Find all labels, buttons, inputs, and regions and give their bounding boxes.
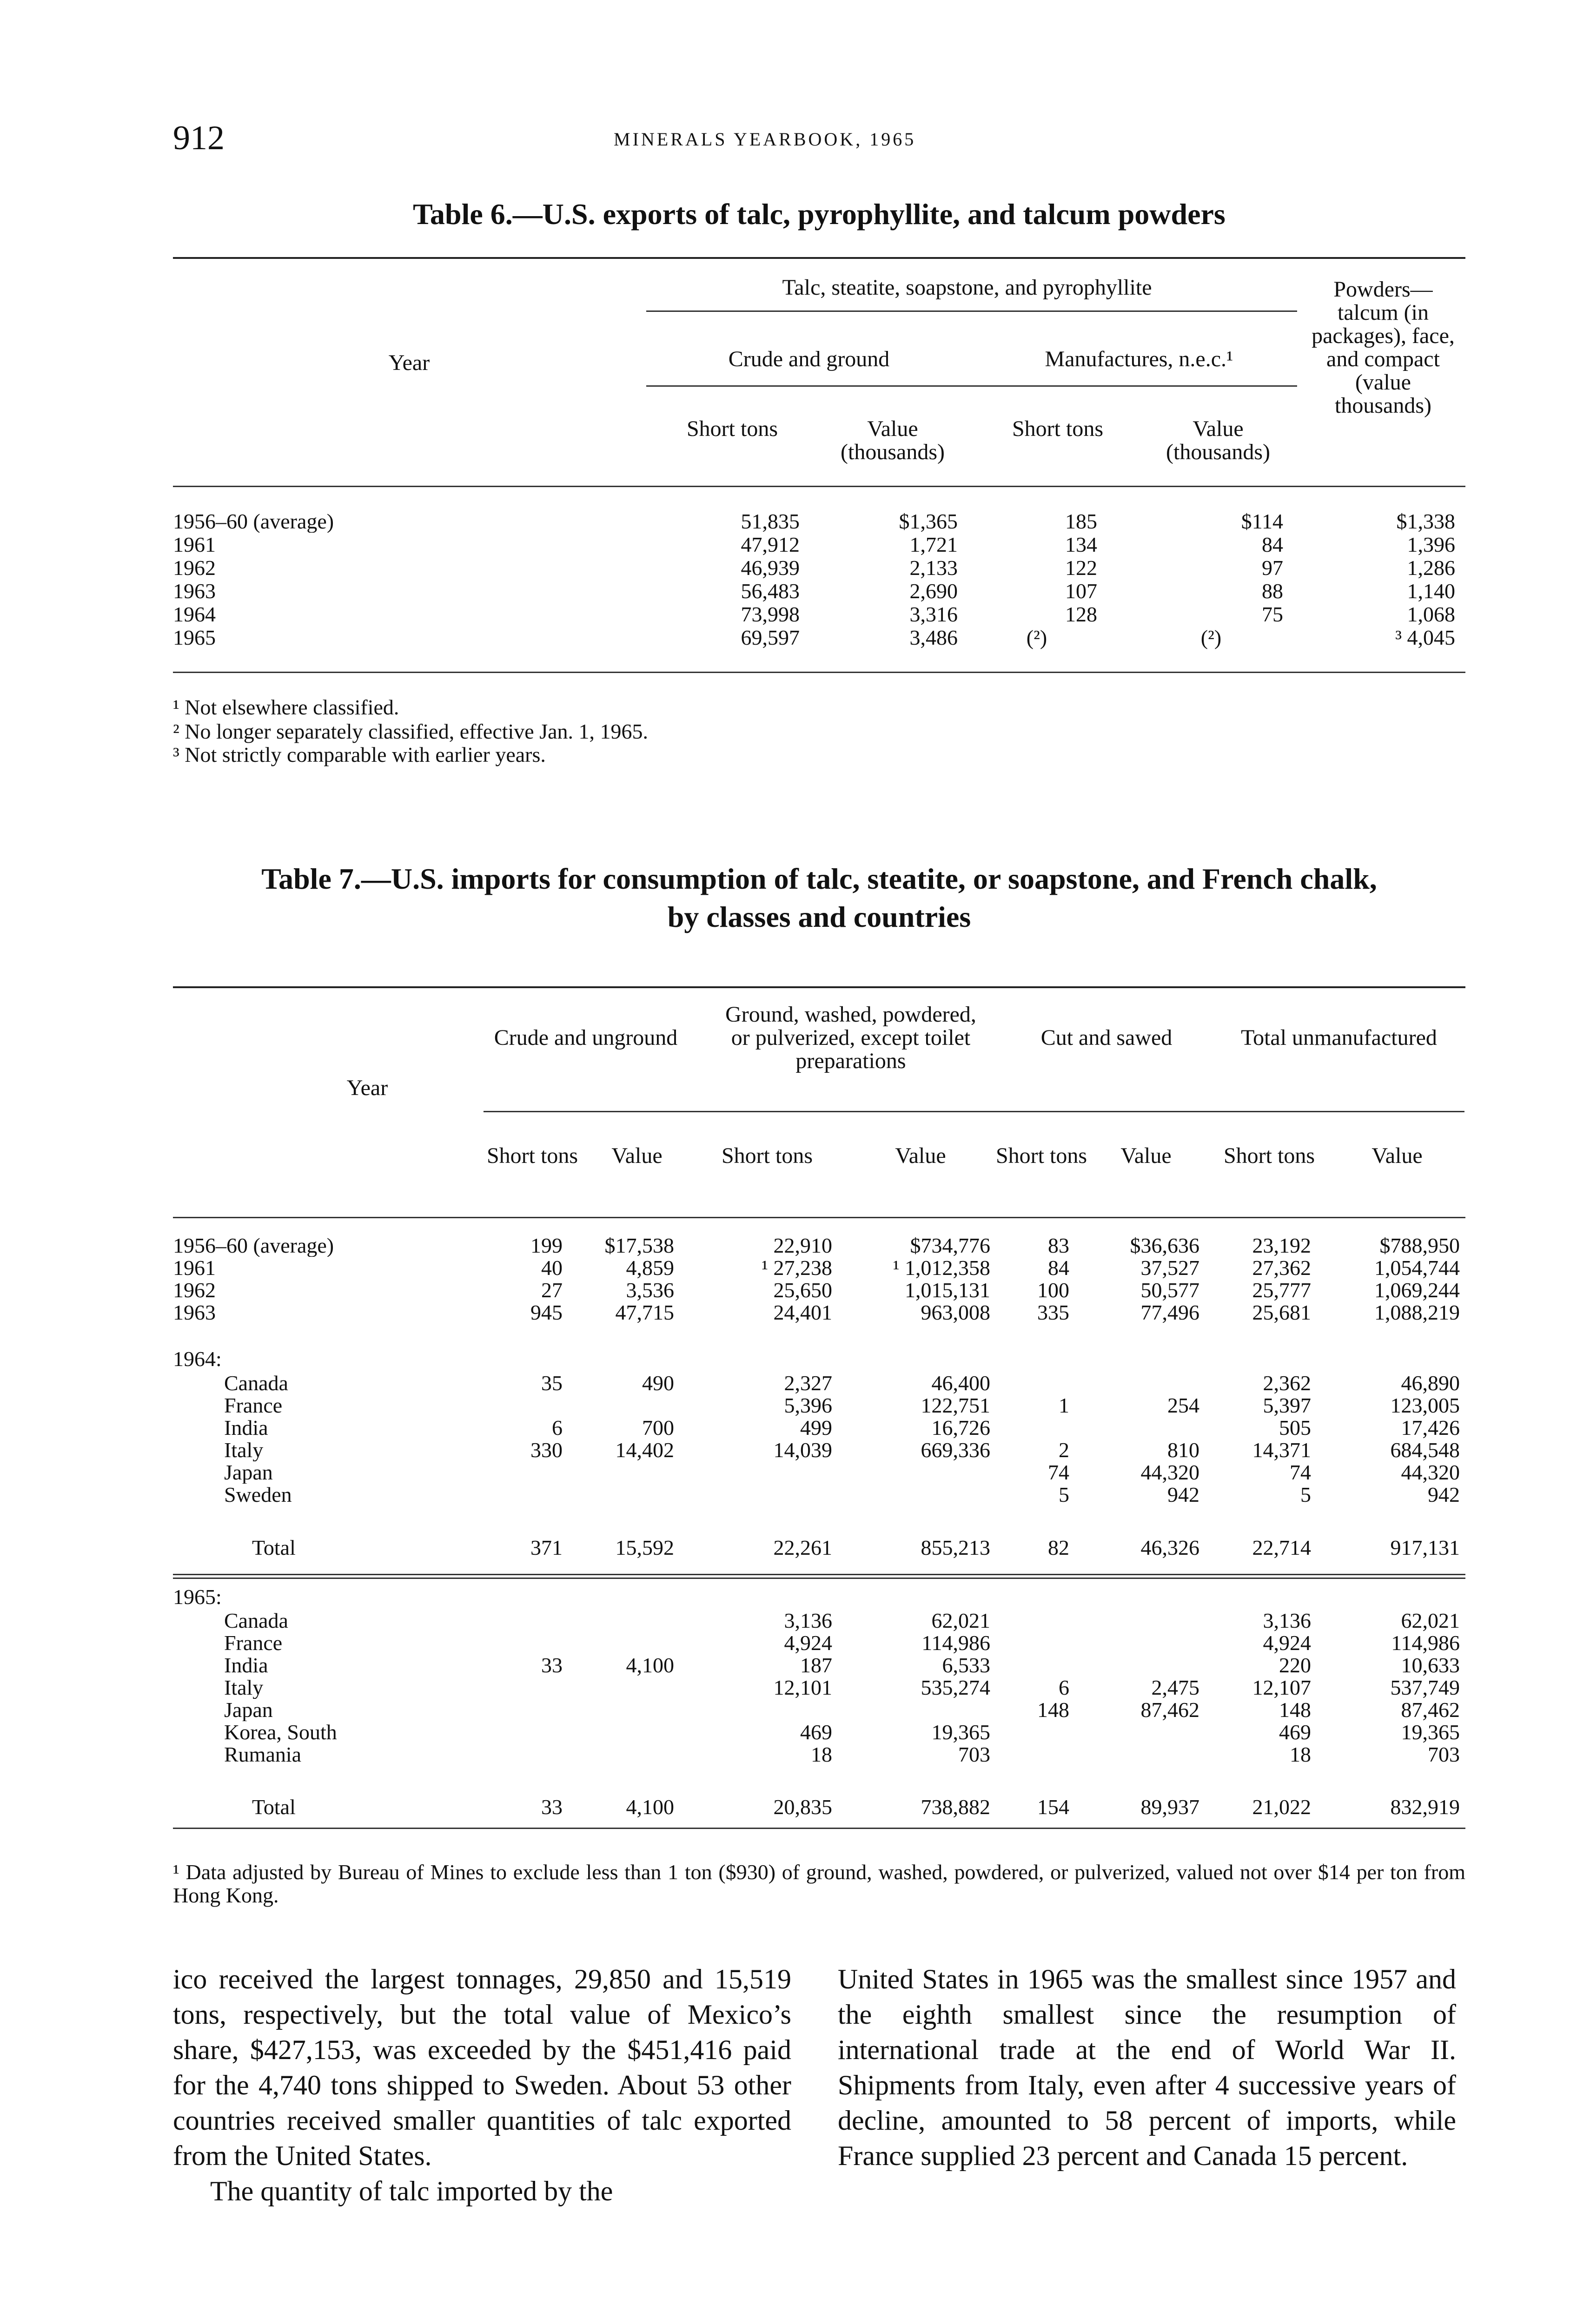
table7-cell: 4,100	[626, 1653, 674, 1677]
table6-cell: 97	[1262, 556, 1283, 580]
table6-cell: 185	[1065, 509, 1097, 533]
table7-footnote: ¹ Data adjusted by Bureau of Mines to exclude less than 1 ton ($930) of ground, washed, powdered, or pulverized, valued not over $14 per ton from Hong Kong.	[173, 1860, 1465, 1907]
table7-row-label: Korea, South	[224, 1721, 337, 1743]
table7-cell: 27	[541, 1278, 563, 1302]
body-left-paragraph-2: The quantity of talc imported by the	[210, 2176, 613, 2206]
table7-cell: 703	[1428, 1743, 1460, 1766]
table7-year-group-label: 1965:	[173, 1586, 222, 1608]
table7-g1: Crude and unground	[494, 1025, 678, 1050]
table6-cell: ³ 4,045	[1395, 626, 1455, 649]
table7-cell: 1,069,244	[1374, 1278, 1460, 1302]
table7-cell: 3,136	[784, 1609, 832, 1632]
table7-title-line2: by classes and countries	[667, 900, 971, 933]
table7-cell: 505	[1279, 1416, 1311, 1439]
table6-cell: 1,286	[1407, 556, 1455, 580]
table7-cell: 5	[1059, 1483, 1069, 1506]
table7-cell: 44,320	[1140, 1460, 1199, 1484]
table7-cell: 23,192	[1252, 1234, 1311, 1257]
table7-cell: 87,462	[1401, 1698, 1460, 1722]
table6-top-rule	[173, 257, 1465, 259]
table7-g4: Total unmanufactured	[1241, 1025, 1437, 1050]
table7-header-rule	[173, 1217, 1465, 1218]
table6-row-year: 1956–60 (average)	[173, 510, 334, 533]
table7-cell: 4,924	[784, 1631, 832, 1655]
table7-st-4: Short tons	[1223, 1143, 1315, 1168]
table6-group-rule	[646, 310, 1297, 312]
table6-cell: $1,338	[1396, 509, 1455, 533]
table7-cell: $734,776	[910, 1234, 990, 1257]
table7-st-3: Short tons	[995, 1143, 1087, 1168]
table7-row-label: Japan	[224, 1699, 273, 1721]
table7-cell: 122,751	[921, 1393, 990, 1417]
table7-cell: 22,714	[1252, 1536, 1311, 1559]
table6-cell: 2,690	[909, 579, 958, 603]
table7-cell: 945	[530, 1301, 563, 1324]
table7-cell: 810	[1167, 1438, 1199, 1462]
table7-cell: 499	[800, 1416, 832, 1439]
table7-cell: 20,835	[773, 1795, 832, 1819]
table7-cell: 12,101	[773, 1676, 832, 1699]
table7-cell: 1,054,744	[1374, 1256, 1460, 1280]
table7-cell: 18	[1290, 1743, 1311, 1766]
table7-cell: 669,336	[921, 1438, 990, 1462]
table6-row-year: 1962	[173, 557, 216, 579]
table6-row-year: 1964	[173, 603, 216, 626]
table6-short-tons-1: Short tons	[686, 416, 778, 441]
table7-year-group-label: 1964:	[173, 1348, 222, 1370]
body-left-paragraph-1: ico received the largest tonnages, 29,850 and 15,519 tons, respectively, but the total value of Mexico’s share, $427,153, was exceeded by the $451,416 paid for the 4,740 tons shipped to Sweden. About 53 other countries received smaller quantities of talc exported from the United States.	[173, 1964, 791, 2171]
table6-row-year: 1965	[173, 627, 216, 649]
table7-top-rule	[173, 986, 1465, 988]
table7-cell: 14,039	[773, 1438, 832, 1462]
table7-cell: 6	[552, 1416, 563, 1439]
table6-cell: 1,721	[909, 533, 958, 556]
table7-cell: 15,592	[615, 1536, 674, 1559]
table6-cell: 1,140	[1407, 579, 1455, 603]
table7-row-label: Rumania	[224, 1743, 302, 1766]
table7-cell: 82	[1048, 1536, 1069, 1559]
table7-cell: 4,924	[1263, 1631, 1311, 1655]
table7-cell: 89,937	[1140, 1795, 1199, 1819]
table7-cell: 10,633	[1401, 1653, 1460, 1677]
table7-row-label: Italy	[224, 1439, 264, 1461]
table7-cell: 2,362	[1263, 1371, 1311, 1395]
table6-cell: 3,486	[909, 626, 958, 649]
table6-row-year: 1961	[173, 534, 216, 556]
table7-row-label: France	[224, 1394, 283, 1417]
body-right-paragraph-1: United States in 1965 was the smallest since 1957 and the eighth smallest since the resumption of international trade at the end of World War II. Shipments from Italy, even after 4 successive years of decline, amounted to 58 percent of imports, while France supplied 23 percent and Canada 15 percent.	[838, 1964, 1456, 2171]
table7-row-label: Total	[252, 1537, 296, 1559]
table7-cell: 22,261	[773, 1536, 832, 1559]
table6-row-year: 1963	[173, 580, 216, 602]
table7-cell: 335	[1037, 1301, 1069, 1324]
table7-cell: $788,950	[1379, 1234, 1460, 1257]
table7-cell: 2	[1059, 1438, 1069, 1462]
table7-cell: 16,726	[931, 1416, 990, 1439]
table7-cell: 18	[811, 1743, 832, 1766]
table7-cell: 44,320	[1401, 1460, 1460, 1484]
table7-cell: 14,371	[1252, 1438, 1311, 1462]
table7-total64-rule-a	[173, 1574, 1465, 1575]
table6-bottom-rule	[173, 672, 1465, 673]
table6-group-label: Talc, steatite, soapstone, and pyrophyllite	[782, 275, 1152, 300]
table7-cell: $36,636	[1130, 1234, 1199, 1257]
table6-col-year: Year	[388, 350, 430, 375]
table7-st-2: Short tons	[721, 1143, 813, 1168]
table7-cell: 50,577	[1140, 1278, 1199, 1302]
table7-total64-rule-b	[173, 1578, 1465, 1579]
table7-cell: ¹ 1,012,358	[893, 1256, 990, 1280]
table7-cell: 33	[541, 1653, 563, 1677]
table7-cell: 46,890	[1401, 1371, 1460, 1395]
table6-sub2: Manufactures, n.e.c.¹	[1045, 347, 1233, 371]
table7-cell: 963,008	[921, 1301, 990, 1324]
table7-cell: 3,136	[1263, 1609, 1311, 1632]
table7-cell: 5,397	[1263, 1393, 1311, 1417]
table7-cell: 21,022	[1252, 1795, 1311, 1819]
table7-cell: 371	[530, 1536, 563, 1559]
table7-row-label: 1956–60 (average)	[173, 1235, 334, 1257]
table6-cell: $114	[1241, 509, 1283, 533]
table7-row-label: France	[224, 1632, 283, 1654]
table7-cell: 832,919	[1390, 1795, 1460, 1819]
body-left-column	[173, 1961, 791, 2209]
table7-cell: 22,910	[773, 1234, 832, 1257]
table6-cell: 51,835	[741, 509, 800, 533]
table7-cell: ¹ 27,238	[762, 1256, 832, 1280]
table6-footnote-3: ³ Not strictly comparable with earlier years.	[173, 743, 546, 766]
table7-cell: 1,015,131	[905, 1278, 990, 1302]
table7-row-label: 1963	[173, 1301, 216, 1324]
table7-cell: 5,396	[784, 1393, 832, 1417]
table7-cell: 1,088,219	[1374, 1301, 1460, 1324]
table6-short-tons-2: Short tons	[1012, 416, 1104, 441]
table6-cell: 88	[1262, 579, 1283, 603]
table7-row-label: Sweden	[224, 1484, 292, 1506]
table7-cell: 27,362	[1252, 1256, 1311, 1280]
table7-cell: 469	[800, 1720, 832, 1744]
table6-cell: 75	[1262, 602, 1283, 626]
table6-cell: 128	[1065, 602, 1097, 626]
table6-cell: 56,483	[741, 579, 800, 603]
table7-cell: 25,650	[773, 1278, 832, 1302]
table7-cell: 17,426	[1401, 1416, 1460, 1439]
table7-row-label: Italy	[224, 1677, 264, 1699]
table7-cell: 77,496	[1140, 1301, 1199, 1324]
table6-cell: 69,597	[741, 626, 800, 649]
table6-cell: 107	[1065, 579, 1097, 603]
table7-cell: 2,327	[784, 1371, 832, 1395]
table7-cell: 87,462	[1140, 1698, 1199, 1722]
table7-cell: $17,538	[604, 1234, 674, 1257]
table7-cell: 703	[958, 1743, 990, 1766]
table7-cell: 19,365	[931, 1720, 990, 1744]
table7-cell: 330	[530, 1438, 563, 1462]
table6-cell: 46,939	[741, 556, 800, 580]
table6-cell: 122	[1065, 556, 1097, 580]
table7-cell: 12,107	[1252, 1676, 1311, 1699]
table7-cell: 700	[642, 1416, 674, 1439]
table7-cell: 490	[642, 1371, 674, 1395]
table6-cell: 47,912	[741, 533, 800, 556]
table7-row-label: Canada	[224, 1610, 288, 1632]
table7-row-label: Canada	[224, 1372, 288, 1394]
table6-title: Table 6.—U.S. exports of talc, pyrophyllite, and talcum powders	[413, 198, 1226, 231]
table7-cell: 74	[1290, 1460, 1311, 1484]
table6-footnote-2: ² No longer separately classified, effective Jan. 1, 1965.	[173, 720, 649, 743]
table7-cell: 469	[1279, 1720, 1311, 1744]
table6-cell: (²)	[1026, 626, 1047, 649]
table7-cell: 4,100	[626, 1795, 674, 1819]
table6-cell: 134	[1065, 533, 1097, 556]
table6-cell: 3,316	[909, 602, 958, 626]
table7-row-label: 1961	[173, 1257, 216, 1279]
table7-cell: 14,402	[615, 1438, 674, 1462]
table7-group-rule	[484, 1111, 1464, 1112]
table7-val-2: Value	[895, 1143, 946, 1168]
table7-cell: 114,986	[921, 1631, 990, 1655]
table7-cell: 199	[530, 1234, 563, 1257]
table7-cell: 25,681	[1252, 1301, 1311, 1324]
table7-cell: 855,213	[921, 1536, 990, 1559]
table7-cell: 6,533	[942, 1653, 990, 1677]
table7-cell: 19,365	[1401, 1720, 1460, 1744]
table6-cell: 84	[1262, 533, 1283, 556]
table7-cell: 47,715	[615, 1301, 674, 1324]
table7-cell: 123,005	[1390, 1393, 1460, 1417]
running-title: MINERALS YEARBOOK, 1965	[614, 129, 916, 150]
table7-st-1: Short tons	[486, 1143, 578, 1168]
table6-footnote-1: ¹ Not elsewhere classified.	[173, 695, 399, 719]
table7-cell: 84	[1048, 1256, 1069, 1280]
table7-cell: 3,536	[626, 1278, 674, 1302]
table7-row-label: Total	[252, 1796, 296, 1818]
table7-cell: 37,527	[1140, 1256, 1199, 1280]
table7-cell: 46,326	[1140, 1536, 1199, 1559]
table7-row-label: India	[224, 1417, 268, 1439]
table7-col-year: Year	[346, 1076, 388, 1100]
table7-val-3: Value	[1120, 1143, 1172, 1168]
table7-cell: 100	[1037, 1278, 1069, 1302]
table7-cell: 154	[1037, 1795, 1069, 1819]
table6-sub1: Crude and ground	[728, 347, 890, 371]
table7-row-label: India	[224, 1654, 268, 1677]
table7-cell: 537,749	[1390, 1676, 1460, 1699]
table7-cell: 5	[1300, 1483, 1311, 1506]
table6-cell: 1,068	[1407, 602, 1455, 626]
table7-cell: 942	[1428, 1483, 1460, 1506]
table7-title-line1: Table 7.—U.S. imports for consumption of talc, steatite, or soapstone, and French chalk,	[261, 862, 1377, 895]
table6-value-1: Value (thousands)	[841, 416, 945, 464]
table6-cell: $1,365	[899, 509, 958, 533]
body-right-column	[838, 1961, 1456, 2173]
table7-cell: 535,274	[921, 1676, 990, 1699]
table7-cell: 942	[1167, 1483, 1199, 1506]
table6-sub-rule	[646, 385, 1297, 387]
table7-val-4: Value	[1371, 1143, 1423, 1168]
table7-cell: 1	[1059, 1393, 1069, 1417]
table7-cell: 25,777	[1252, 1278, 1311, 1302]
table7-cell: 148	[1279, 1698, 1311, 1722]
table7-row-label: Japan	[224, 1461, 273, 1484]
table7-cell: 148	[1037, 1698, 1069, 1722]
table7-cell: 917,131	[1390, 1536, 1460, 1559]
table7-cell: 738,882	[921, 1795, 990, 1819]
table7-cell: 40	[541, 1256, 563, 1280]
table7-cell: 74	[1048, 1460, 1069, 1484]
table7-cell: 220	[1279, 1653, 1311, 1677]
table6-powders-header: Powders—talcum (in packages), face, and compact (value thousands)	[1312, 277, 1455, 418]
table6-header-rule	[173, 486, 1465, 487]
table6-cell: 1,396	[1407, 533, 1455, 556]
table7-row-label: 1962	[173, 1279, 216, 1301]
page-number: 912	[173, 119, 225, 157]
table7-g3: Cut and sawed	[1040, 1025, 1173, 1050]
table7-cell: 62,021	[1401, 1609, 1460, 1632]
table7-cell: 83	[1048, 1234, 1069, 1257]
table7-cell: 684,548	[1390, 1438, 1460, 1462]
table7-cell: 254	[1167, 1393, 1199, 1417]
table7-val-1: Value	[611, 1143, 662, 1168]
table7-cell: 24,401	[773, 1301, 832, 1324]
table7-cell: 33	[541, 1795, 563, 1819]
table7-bottom-rule	[173, 1828, 1465, 1829]
table6-cell: (²)	[1200, 626, 1222, 649]
table7-cell: 2,475	[1151, 1676, 1199, 1699]
table7-cell: 6	[1059, 1676, 1069, 1699]
table7-cell: 4,859	[626, 1256, 674, 1280]
table7-cell: 35	[541, 1371, 563, 1395]
table6-value-2: Value (thousands)	[1166, 416, 1270, 464]
table7-cell: 62,021	[931, 1609, 990, 1632]
table6-cell: 2,133	[909, 556, 958, 580]
table7-g2: Ground, washed, powdered, or pulverized, except toilet preparations	[725, 1002, 976, 1073]
table7-cell: 187	[800, 1653, 832, 1677]
table6-cell: 73,998	[741, 602, 800, 626]
table7-cell: 114,986	[1391, 1631, 1460, 1655]
table7-cell: 46,400	[931, 1371, 990, 1395]
